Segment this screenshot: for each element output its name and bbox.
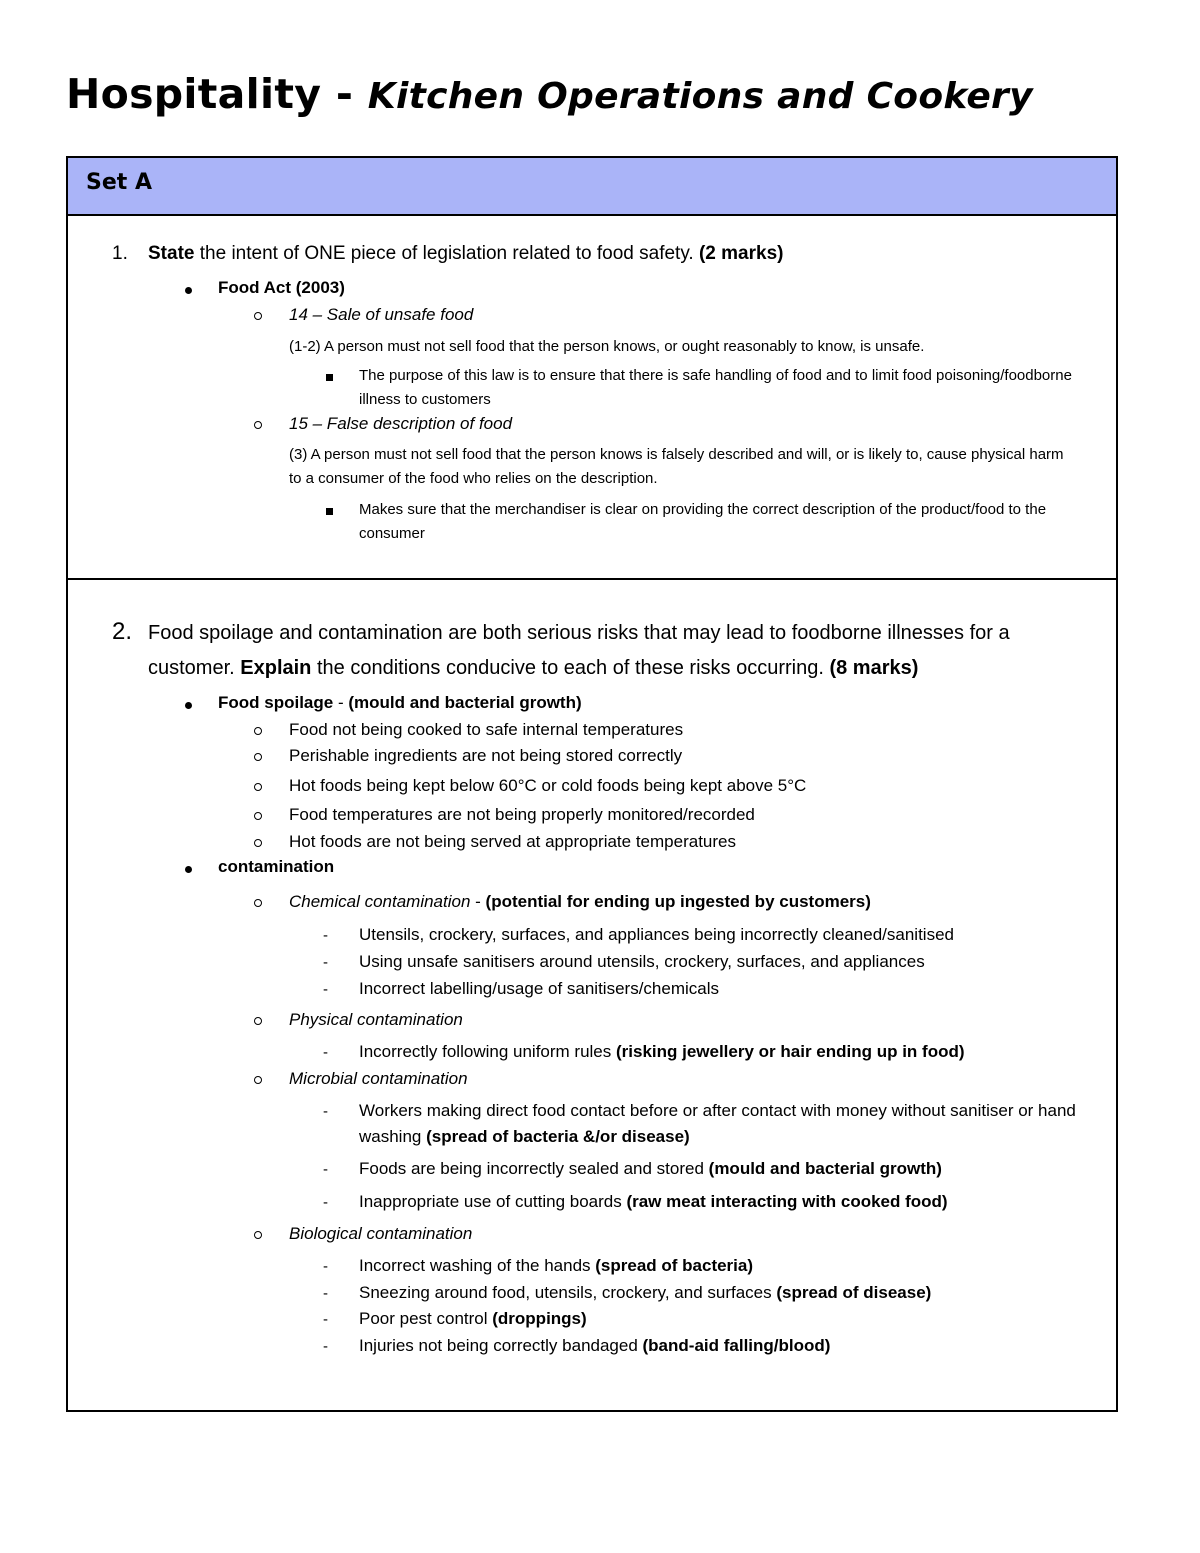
q2-line2 — [148, 657, 918, 680]
title-subtitle: Kitchen Operations and Cookery — [367, 76, 1033, 117]
q2-line2-pre: customer. — [148, 657, 241, 679]
biological-item-note: (spread of bacteria) — [595, 1256, 754, 1275]
biological-item-note: (band-aid falling/blood) — [642, 1336, 831, 1355]
spoilage-item: Food not being cooked to safe internal temperatures — [289, 720, 684, 739]
chemical-item: Incorrect labelling/usage of sanitisers/chemicals — [359, 979, 720, 998]
bullet-circle-icon — [254, 1076, 262, 1084]
chemical-item: Using unsafe sanitisers around utensils, crockery, surfaces, and appliances — [359, 952, 925, 971]
biological-item — [359, 1309, 587, 1329]
page-title — [66, 70, 1033, 118]
biological-item — [359, 1256, 753, 1276]
bullet-circle-icon — [254, 312, 262, 320]
bullet-dot-icon — [185, 866, 192, 873]
physical-item-note: (risking jewellery or hair ending up in food) — [615, 1042, 965, 1061]
dash-bullet: - — [323, 927, 328, 944]
dash-bullet: - — [323, 1338, 328, 1355]
dash-bullet: - — [323, 1044, 328, 1061]
microbial-item1-line1: Workers making direct food contact before or after contact with money without sanitiser or hand — [359, 1101, 1076, 1120]
microbial-item2-note: (mould and bacterial growth) — [708, 1159, 942, 1178]
dash-bullet: - — [323, 954, 328, 971]
q1-s14-text: (1-2) A person must not sell food that the person knows, or ought reasonably to know, is unsafe. — [289, 338, 925, 355]
chemical-label: Chemical contamination — [289, 892, 471, 911]
microbial-item2-text: Foods are being incorrectly sealed and stored — [359, 1159, 709, 1178]
spoilage-item: Hot foods being kept below 60°C or cold foods being kept above 5°C — [289, 776, 807, 795]
q1-s15-heading: 15 – False description of food — [289, 414, 513, 433]
chemical-note: (potential for ending up ingested by customers) — [485, 892, 871, 911]
biological-item-text: Poor pest control — [359, 1309, 493, 1328]
q2-lead: Explain — [240, 657, 312, 679]
bullet-circle-icon — [254, 1231, 262, 1239]
microbial-item1-note: (spread of bacteria &/or disease) — [426, 1127, 690, 1146]
spoilage-sep: - — [333, 693, 349, 712]
dash-bullet: - — [323, 1161, 328, 1178]
bullet-square-icon — [326, 374, 333, 381]
title-main: Hospitality - — [66, 70, 354, 118]
chemical-sep: - — [470, 892, 486, 911]
q1-s14-note-line2: illness to customers — [359, 391, 491, 408]
spoilage-heading — [218, 693, 582, 713]
microbial-item2 — [359, 1159, 942, 1179]
dash-bullet: - — [323, 1103, 328, 1120]
microbial-item1-line2 — [359, 1127, 690, 1147]
physical-label: Physical contamination — [289, 1010, 463, 1029]
q1-s15-note-line1: Makes sure that the merchandiser is clear on providing the correct description of the product/food to the — [359, 501, 1047, 518]
chemical-heading — [289, 892, 871, 912]
spoilage-item: Hot foods are not being served at appropriate temperatures — [289, 832, 736, 851]
physical-item — [359, 1042, 965, 1062]
biological-item — [359, 1336, 830, 1356]
q2-marks: (8 marks) — [829, 657, 919, 679]
biological-item-text: Injuries not being correctly bandaged — [359, 1336, 643, 1355]
spoilage-item: Perishable ingredients are not being stored correctly — [289, 746, 683, 765]
q1-prompt — [148, 243, 783, 265]
chemical-item: Utensils, crockery, surfaces, and appliances being incorrectly cleaned/sanitised — [359, 925, 954, 944]
dash-bullet: - — [323, 1285, 328, 1302]
set-label: Set A — [86, 170, 152, 195]
biological-item-note: (droppings) — [492, 1309, 587, 1328]
dash-bullet: - — [323, 1194, 328, 1211]
bullet-circle-icon — [254, 421, 262, 429]
q1-act: Food Act (2003) — [218, 278, 345, 297]
dash-bullet: - — [323, 1258, 328, 1275]
physical-item-text: Incorrectly following uniform rules — [359, 1042, 616, 1061]
contamination-label: contamination — [218, 857, 335, 876]
q1-number: 1. — [112, 243, 128, 264]
bullet-circle-icon — [254, 727, 262, 735]
microbial-item1-text: washing — [359, 1127, 427, 1146]
question-1-box — [66, 214, 1118, 580]
bullet-circle-icon — [254, 812, 262, 820]
q2-line1: Food spoilage and contamination are both serious risks that may lead to foodborne illnesses for a — [148, 622, 1010, 644]
q2-line2-text: the conditions conducive to each of these risks occurring. — [311, 657, 830, 679]
microbial-item3-text: Inappropriate use of cutting boards — [359, 1192, 627, 1211]
biological-item-text: Sneezing around food, utensils, crockery, and surfaces — [359, 1283, 777, 1302]
spoilage-note: (mould and bacterial growth) — [348, 693, 582, 712]
microbial-label: Microbial contamination — [289, 1069, 468, 1088]
q1-s15-text-line2: to a consumer of the food who relies on the description. — [289, 470, 658, 487]
biological-item-text: Incorrect washing of the hands — [359, 1256, 596, 1275]
dash-bullet: - — [323, 1311, 328, 1328]
biological-item-note: (spread of disease) — [776, 1283, 932, 1302]
biological-label: Biological contamination — [289, 1224, 473, 1243]
bullet-dot-icon — [185, 702, 192, 709]
bullet-square-icon — [326, 508, 333, 515]
q1-s14-note-line1: The purpose of this law is to ensure that there is safe handling of food and to limit food poisoning/foodborne — [359, 367, 1072, 384]
q1-s15-note-line2: consumer — [359, 525, 425, 542]
bullet-dot-icon — [185, 287, 192, 294]
q1-s15-text-line1: (3) A person must not sell food that the person knows is falsely described and will, or is likely to, cause physical harm — [289, 446, 1064, 463]
q1-marks: (2 marks) — [698, 243, 784, 264]
bullet-circle-icon — [254, 839, 262, 847]
microbial-item3 — [359, 1192, 948, 1212]
set-header — [66, 156, 1118, 216]
biological-item — [359, 1283, 931, 1303]
bullet-circle-icon — [254, 753, 262, 761]
bullet-circle-icon — [254, 1017, 262, 1025]
q2-number: 2. — [112, 618, 133, 645]
q1-lead: State — [148, 243, 195, 264]
spoilage-label: Food spoilage — [218, 693, 334, 712]
q1-text: the intent of ONE piece of legislation related to food safety. — [194, 243, 699, 264]
bullet-circle-icon — [254, 783, 262, 791]
dash-bullet: - — [323, 981, 328, 998]
bullet-circle-icon — [254, 899, 262, 907]
q1-s14-heading: 14 – Sale of unsafe food — [289, 305, 474, 324]
spoilage-item: Food temperatures are not being properly monitored/recorded — [289, 805, 755, 824]
microbial-item3-note: (raw meat interacting with cooked food) — [626, 1192, 948, 1211]
